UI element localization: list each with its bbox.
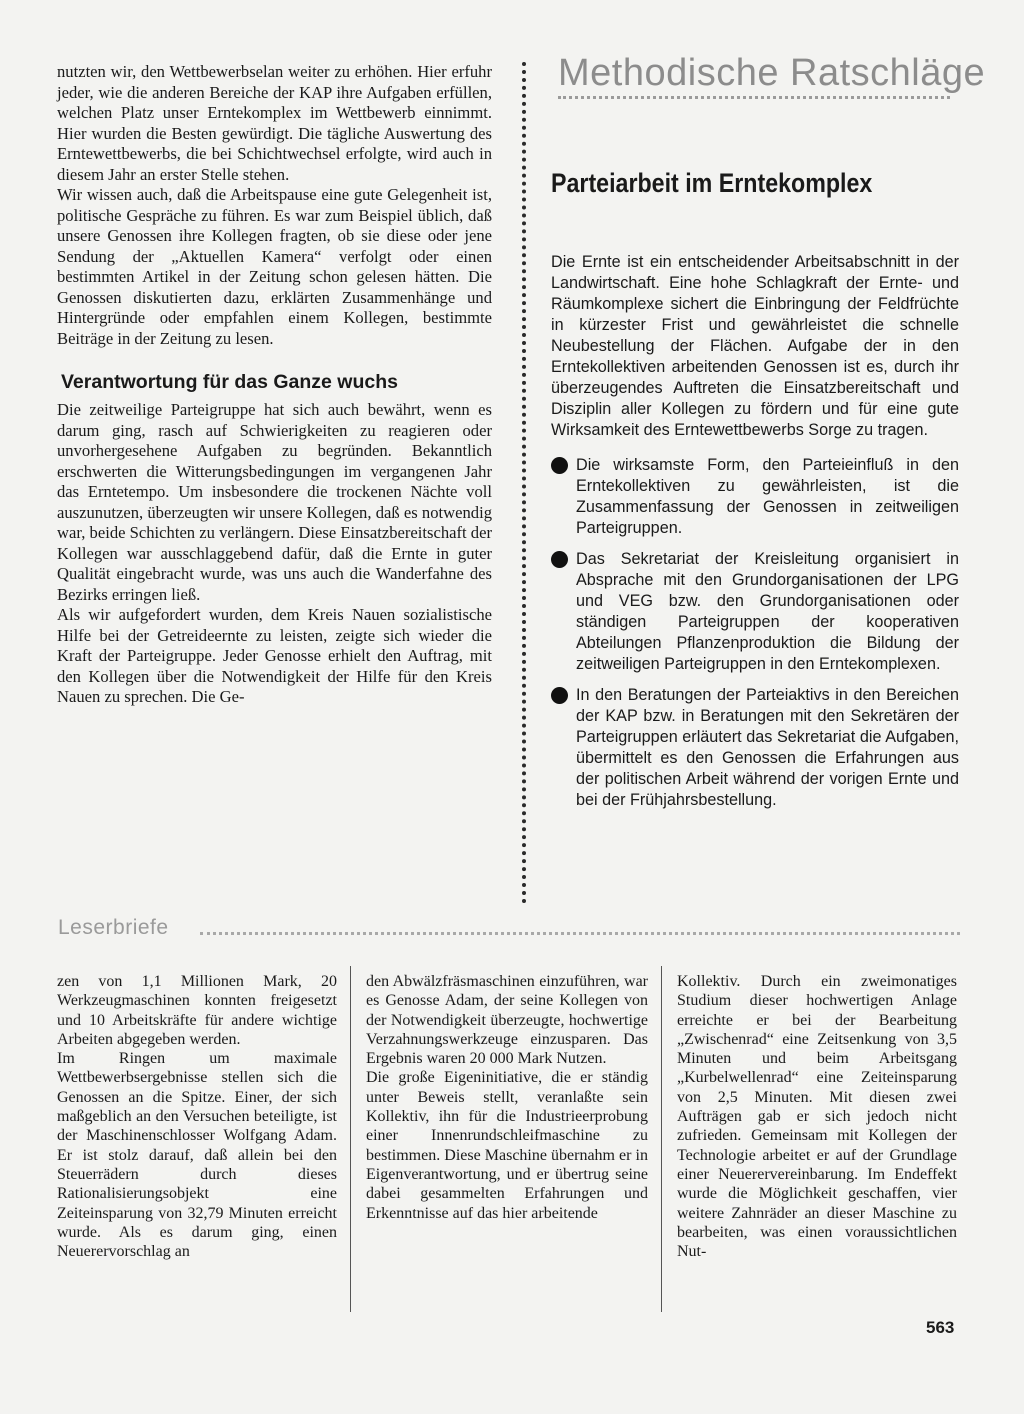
bullet-text: Die wirksamste Form, den Parteieinfluß in den Erntekollektiven zu gewährleisten, ist die Zusammenfassung der Genossen in zeitweiligen Parteigruppen. (576, 456, 959, 537)
bullet-item (551, 549, 959, 675)
letters-col1-paragraph-2: Im Ringen um maximale Wettbewerbsergebnisse stellen sich die Genossen an die Spitze. Einer, der sich maßgeblich an den Versuchen beteiligte, ist der Maschinenschlosser Wolfgang Adam. Er ist stolz darauf, daß allein bei den Steuerrädern durch dieses Rationalisierungsobjekt eine Zeiteinsparung von 32,79 Minuten erreicht wurde. Als es darum ging, einen Neuerervorschlag an (57, 1050, 337, 1261)
left-column (57, 62, 492, 708)
column-divider (522, 62, 526, 904)
bullet-text: Das Sekretariat der Kreisleitung organisiert in Absprache mit den Grundorganisationen der LPG und VEG bzw. den Grundorganisationen oder ständigen Parteigruppen der kooperativen Abteilungen Pflanzenproduktion die Bildung der zeitweiligen Parteigruppen in den Erntekomplexen. (576, 550, 959, 673)
letters-col3-paragraph-1: Kollektiv. Durch ein zweimonatiges Studium dieser hochwertigen Anlage erreichte er bei der Bearbeitung „Zwischenrad“ eine Zeitsenkung von 3,5 Minuten und beim Arbeitsgang „Kurbelwellenrad“ eine Zeiteinsparung von 2,5 Minuten. Mit diesen zwei Aufträgen gab er sich jedoch nicht zufrieden. Gemeinsam mit Kollegen der Technologie arbeitet er auf der Grundlage einer Neuerervereinbarung. Im Endeffekt wurde die Möglichkeit geschaffen, vier weitere Zahnräder an dieser Maschine zu bearbeiten, was einen voraussichtlichen Nut- (677, 973, 957, 1261)
left-paragraph-2: Wir wissen auch, daß die Arbeitspause eine gute Gelegenheit ist, politische Gespräche zu führen. Es war zum Beispiel üblich, daß unsere Genossen ihre Kollegen fragten, ob sie diese oder jene Sendung der „Aktuellen Kamera“ verfolgt oder einen bestimmten Artikel in der Zeitung schon gelesen hätten. Die Genossen diskutierten dazu, erklärten Zusammenhänge und Hintergründe oder empfahlen einem Kollegen, bestimmte Beiträge in der Zeitung zu lesen. (57, 185, 492, 348)
bullet-dot-icon (551, 687, 568, 704)
subheading: Verantwortung für das Ganze wuchs (61, 371, 398, 393)
leserbriefe-label: Leserbriefe (58, 916, 169, 939)
page-number: 563 (926, 1318, 955, 1337)
letters-column-2 (366, 972, 648, 1223)
intro-paragraph: Die Ernte ist ein entscheidender Arbeitsabschnitt in der Landwirtschaft. Eine hohe Schlagkraft der Ernte- und Räumkomplexe sichert die Einbringung der Feldfrüchte in kürzester Frist und gewährleistet die schnelle Neubestellung der Flächen. Aufgabe der in den Erntekollektiven arbeitenden Genossen ist es, durch ihr überzeugendes Auftreten die Einsatzbereitschaft und Disziplin aller Kollegen zu fördern und für eine gute Wirksamkeit des Erntewettbewerbs Sorge zu tragen. (551, 253, 959, 439)
bullet-text: In den Beratungen der Parteiaktivs in den Bereichen der KAP bzw. in Beratungen mit den Sekretären der Parteigruppen erläutert das Sekretariat die Aufgaben, übermittelt es den Genossen die Erfahrungen aus der politischen Arbeit während der vorigen Ernte und bei der Frühjahrsbestellung. (576, 686, 959, 809)
letters-col1-paragraph-1: zen von 1,1 Millionen Mark, 20 Werkzeugmaschinen konnten freigesetzt und 10 Arbeitskräfte für andere wichtige Arbeiten abgegeben werden. (57, 973, 337, 1048)
article-title: Parteiarbeit im Erntekomplex (551, 168, 873, 198)
bullet-dot-icon (551, 457, 568, 474)
bullet-item (551, 455, 959, 539)
left-paragraph-1: nutzten wir, den Wettbewerbselan weiter zu erhöhen. Hier erfuhr jeder, wie die anderen Bereiche der KAP ihre Aufgaben erfüllen, welchen Platz unser Erntekomplex im Wettbewerb einnimmt. Hier wurden die Besten gewürdigt. Die tägliche Auswertung des Erntewettbewerbs, die bei Schichtwechsel erfolgte, wird auch in diesem Jahr an erster Stelle stehen. (57, 62, 492, 184)
letters-col2-paragraph-2: Die große Eigeninitiative, die er ständig unter Beweis stellt, veranlaßte sein Kollektiv, ihn für die Industrieerprobung einer Innenrundschleifmaschine zu bestimmen. Diese Maschine übernahm er in Eigenverantwortung, und er übertrug seine dabei gesammelten Erfahrungen und Erkenntnisse auf das hier arbeitende (366, 1069, 648, 1222)
bullet-item (551, 685, 959, 811)
letters-column-1 (57, 972, 337, 1261)
left-paragraph-3: Die zeitweilige Parteigruppe hat sich auch bewährt, wenn es darum ging, rasch auf Schwierigkeiten zu reagieren oder unvorhergesehene Aufgaben zu begründen. Bekanntlich erschwerten die Witterungsbedingungen im vergangenen Jahr das Erntetempo. Um insbesondere die trockenen Nächte voll auszunutzen, überzeugten wir unsere Kollegen, daß es notwendig war, beide Schichten zu verlängern. Diese Einsatzbereitschaft der Kollegen war ausschlaggebend dafür, daß die Ernte in guter Qualität eingebracht wurde, was uns auch die Wanderfahne des Bezirks erringen ließ. (57, 400, 492, 604)
leserbriefe-rule (200, 932, 960, 935)
right-column (551, 252, 959, 811)
letters-divider-2 (661, 966, 662, 1312)
letters-column-3 (677, 972, 957, 1261)
section-label-underline (558, 96, 950, 99)
letters-divider-1 (350, 966, 351, 1312)
letters-col2-paragraph-1: den Abwälzfräsmaschinen einzuführen, war es Genosse Adam, der seine Kollegen von der Notwendigkeit überzeugte, hochwertige Verzahnungswerkzeuge einzusparen. Das Ergebnis waren 20 000 Mark Nutzen. (366, 973, 648, 1068)
bullet-dot-icon (551, 551, 568, 568)
left-paragraph-4: Als wir aufgefordert wurden, dem Kreis Nauen sozialistische Hilfe bei der Getreideernte zu leisten, zeigte sich wieder die Kraft der Parteigruppe. Jeder Genosse erhielt den Auftrag, mit den Kollegen über die Notwendigkeit der Hilfe für den Kreis Nauen zu sprechen. Die Ge- (57, 605, 492, 706)
section-label: Methodische Ratschläge (558, 52, 986, 94)
